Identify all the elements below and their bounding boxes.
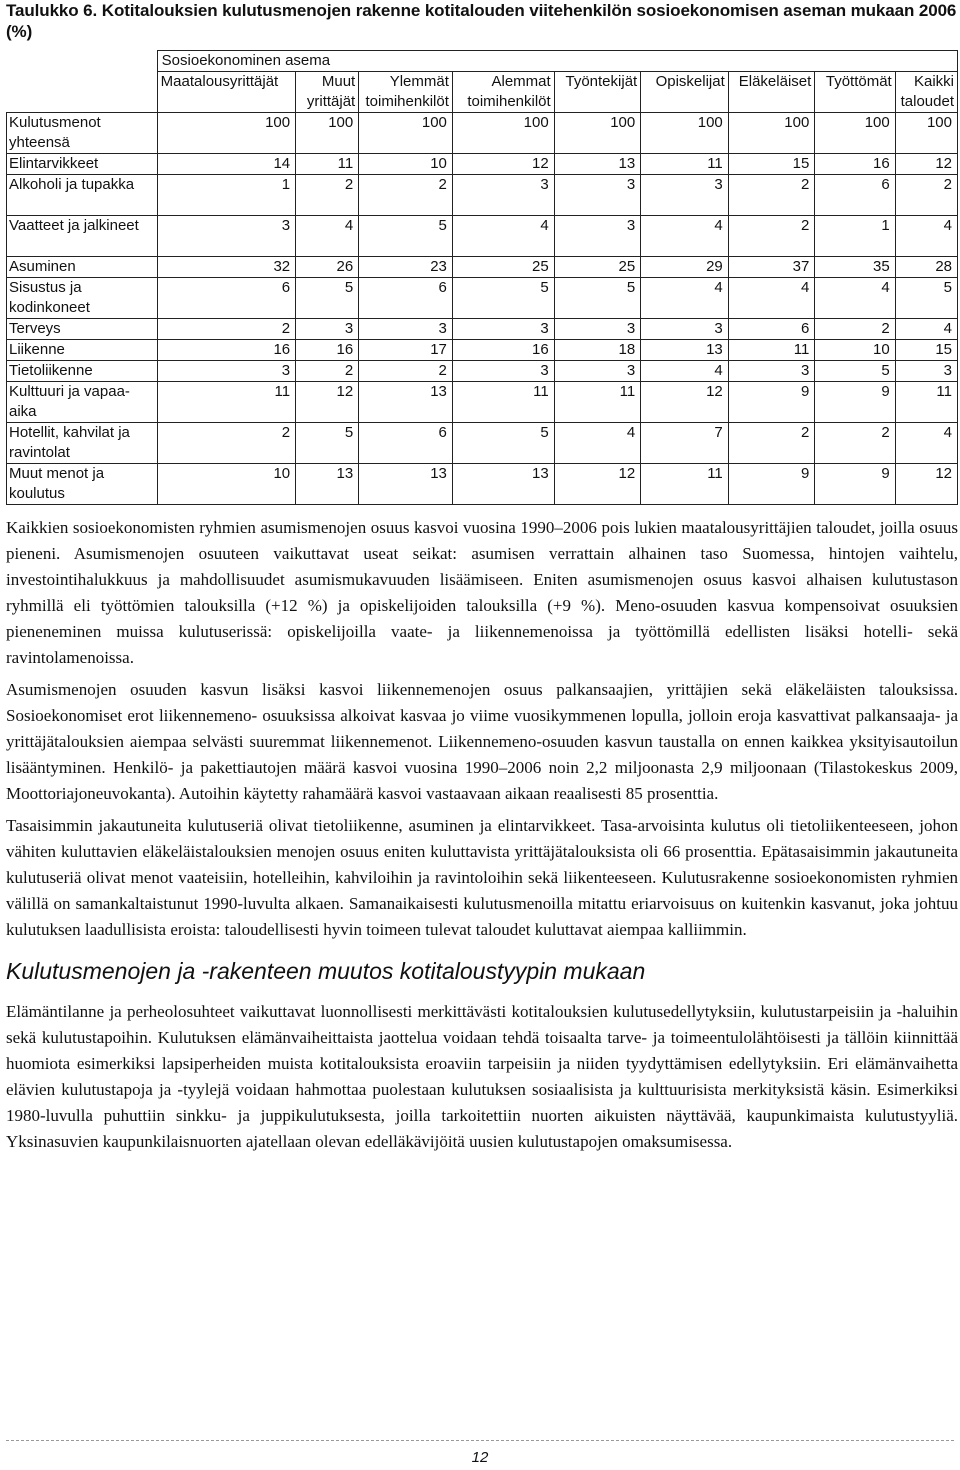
table-cell: 11 <box>895 382 957 423</box>
column-header: Työttömät <box>815 72 895 113</box>
table-cell: 100 <box>452 113 554 154</box>
table-cell: 2 <box>895 175 957 216</box>
row-label: Kulutusmenot yhteensä <box>7 113 158 154</box>
table-cell: 6 <box>157 278 295 319</box>
column-header-row <box>7 72 958 113</box>
table-cell: 11 <box>728 340 815 361</box>
table-cell: 12 <box>895 154 957 175</box>
table-cell: 13 <box>359 382 453 423</box>
table-cell: 11 <box>554 382 641 423</box>
table-cell: 3 <box>359 319 453 340</box>
row-label: Alkoholi ja tupakka <box>7 175 158 216</box>
table-row <box>7 278 958 319</box>
table-cell: 4 <box>895 216 957 257</box>
table-cell: 100 <box>157 113 295 154</box>
table-cell: 4 <box>895 423 957 464</box>
table-cell: 1 <box>157 175 295 216</box>
table-cell: 5 <box>554 278 641 319</box>
table-cell: 10 <box>359 154 453 175</box>
table-cell: 13 <box>296 464 359 505</box>
table-cell: 14 <box>157 154 295 175</box>
table-cell: 3 <box>157 216 295 257</box>
expenditure-table <box>6 50 958 505</box>
table-cell: 6 <box>359 423 453 464</box>
table-cell: 32 <box>157 257 295 278</box>
table-cell: 3 <box>554 319 641 340</box>
table-cell: 12 <box>452 154 554 175</box>
table-cell: 11 <box>296 154 359 175</box>
table-cell: 11 <box>157 382 295 423</box>
table-cell: 11 <box>452 382 554 423</box>
section-heading: Kulutusmenojen ja -rakenteen muutos kotitaloustyypin mukaan <box>6 958 646 984</box>
column-header: Työntekijät <box>554 72 641 113</box>
table-cell: 25 <box>452 257 554 278</box>
row-label: Tietoliikenne <box>7 361 158 382</box>
table-cell: 7 <box>641 423 729 464</box>
page-number: 12 <box>471 1449 489 1466</box>
column-header: Kaikki taloudet <box>895 72 957 113</box>
table-cell: 2 <box>728 216 815 257</box>
table-caption: Taulukko 6. Kotitalouksien kulutusmenojen rakenne kotitalouden viitehenkilön sosioekonomisen aseman mukaan 2006 (%) <box>6 1 957 41</box>
table-cell: 4 <box>641 216 729 257</box>
table-cell: 11 <box>641 464 729 505</box>
table-cell: 3 <box>554 175 641 216</box>
table-cell: 9 <box>815 464 895 505</box>
row-label: Sisustus ja kodinkoneet <box>7 278 158 319</box>
section-body-text <box>6 999 958 1155</box>
table-cell: 29 <box>641 257 729 278</box>
table-cell: 3 <box>452 175 554 216</box>
table-cell: 16 <box>157 340 295 361</box>
paragraph: Elämäntilanne ja perheolosuhteet vaikuttavat luonnollisesti merkittävästi kotitalouksien kulutusedellytyksiin, kulutustarpeisiin ja -haluihin sekä kulutustapoihin. Kulutuksen elämänvaiheittaista jaottelua voidaan tehdä toisaalta tarve- ja toimeentulolähtöisesti ja tällöin kiinnittää huomiota esimerkiksi lapsiperheiden muista kotitalouksista eroaviin tarpeisiin ja niiden tyydyttämisen edellytyksiin. Eri elämänvaihetta elävien kulutustapoja ja -tyylejä voidaan hahmottaa puolestaan kulutuksen sosiaalisista ja kulttuurisista merkityksistä käsin. Esimerkiksi 1980-luvulla puhuttiin sinkku- ja juppikulutuksesta, joilla tarkoitettiin nuorten aikuisten näyttävää, kaupunkimaista kulutustyyliä. Yksinasuvien kaupunkilaisnuorten ajatellaan olevan edelläkävijöitä uusien kulutustapojen omaksumisessa. <box>6 1002 958 1151</box>
table-row <box>7 113 958 154</box>
table-cell: 4 <box>641 278 729 319</box>
body-text <box>6 515 958 943</box>
table-corner-cell <box>7 72 158 113</box>
table-cell: 3 <box>641 319 729 340</box>
column-header: Alemmat toimihenkilöt <box>452 72 554 113</box>
table-cell: 13 <box>359 464 453 505</box>
table-cell: 100 <box>728 113 815 154</box>
table-cell: 100 <box>815 113 895 154</box>
column-header: Muut yrittäjät <box>296 72 359 113</box>
table-cell: 12 <box>554 464 641 505</box>
row-label: Terveys <box>7 319 158 340</box>
table-cell: 2 <box>296 175 359 216</box>
row-label: Liikenne <box>7 340 158 361</box>
table-cell: 4 <box>296 216 359 257</box>
table-cell: 4 <box>641 361 729 382</box>
table-cell: 100 <box>554 113 641 154</box>
table-cell: 16 <box>296 340 359 361</box>
table-cell: 5 <box>452 423 554 464</box>
table-cell: 15 <box>895 340 957 361</box>
table-cell: 6 <box>359 278 453 319</box>
table-cell: 3 <box>895 361 957 382</box>
table-cell: 100 <box>296 113 359 154</box>
table-cell: 5 <box>296 278 359 319</box>
table-cell: 4 <box>815 278 895 319</box>
row-label: Muut menot ja koulutus <box>7 464 158 505</box>
row-label: Elintarvikkeet <box>7 154 158 175</box>
table-cell: 5 <box>452 278 554 319</box>
table-row <box>7 175 958 216</box>
table-cell: 4 <box>452 216 554 257</box>
table-row <box>7 382 958 423</box>
table-cell: 3 <box>554 216 641 257</box>
table-cell: 2 <box>157 423 295 464</box>
table-cell: 5 <box>815 361 895 382</box>
table-cell: 13 <box>452 464 554 505</box>
table-cell: 11 <box>641 154 729 175</box>
table-cell: 2 <box>815 423 895 464</box>
table-cell: 5 <box>296 423 359 464</box>
group-header: Sosioekonominen asema <box>157 51 957 72</box>
table-cell: 18 <box>554 340 641 361</box>
table-cell: 3 <box>554 361 641 382</box>
column-header: Maatalousyrittäjät <box>157 72 295 113</box>
table-row <box>7 154 958 175</box>
table-cell: 9 <box>815 382 895 423</box>
table-cell: 25 <box>554 257 641 278</box>
table-cell: 23 <box>359 257 453 278</box>
page-footer <box>6 1440 954 1466</box>
table-cell: 2 <box>815 319 895 340</box>
table-cell: 9 <box>728 382 815 423</box>
table-cell: 16 <box>452 340 554 361</box>
table-row <box>7 319 958 340</box>
table-cell: 3 <box>641 175 729 216</box>
table-cell: 2 <box>296 361 359 382</box>
table-cell: 13 <box>641 340 729 361</box>
table-cell: 10 <box>815 340 895 361</box>
table-row <box>7 216 958 257</box>
table-cell: 2 <box>359 175 453 216</box>
table-cell: 100 <box>359 113 453 154</box>
table-cell: 2 <box>728 423 815 464</box>
table-cell: 4 <box>554 423 641 464</box>
table-cell: 35 <box>815 257 895 278</box>
table-cell: 100 <box>895 113 957 154</box>
table-cell: 17 <box>359 340 453 361</box>
column-header: Ylemmät toimihenkilöt <box>359 72 453 113</box>
table-cell: 5 <box>359 216 453 257</box>
table-cell: 12 <box>641 382 729 423</box>
table-cell: 4 <box>728 278 815 319</box>
table-cell: 3 <box>296 319 359 340</box>
table-cell: 12 <box>895 464 957 505</box>
table-cell: 2 <box>728 175 815 216</box>
table-cell: 6 <box>728 319 815 340</box>
column-header: Eläkeläiset <box>728 72 815 113</box>
table-cell: 9 <box>728 464 815 505</box>
table-cell: 12 <box>296 382 359 423</box>
paragraph: Kaikkien sosioekonomisten ryhmien asumismenojen osuus kasvoi vuosina 1990–2006 pois lukien maatalousyrittäjien taloudet, joilla osuus pieneni. Asumismenojen osuuteen vaikuttavat useat seikat: asumisen verrattain alhainen taso Suomessa, hintojen vaihtelu, investointihalukkuus ja mahdollisuudet asumismukavuuden lisäämiseen. Eniten asumismenojen osuus kasvoi alhaisen kulutustason ryhmillä eli työttömien talouksilla (+12 %) ja opiskelijoiden talouksilla (+9 %). Meno-osuuden kasvua kompensoivat osuuksien pieneneminen muissa kulutuserissä: opiskelijoilla vaate- ja liikennemenoissa ja työttömillä edellisten lisäksi hotelli- sekä ravintolamenoissa. <box>6 518 958 667</box>
table-cell: 16 <box>815 154 895 175</box>
table-cell: 1 <box>815 216 895 257</box>
table-cell: 28 <box>895 257 957 278</box>
document-page <box>6 0 958 1161</box>
table-cell: 4 <box>895 319 957 340</box>
row-label: Vaatteet ja jalkineet <box>7 216 158 257</box>
table-cell: 2 <box>359 361 453 382</box>
table-cell: 37 <box>728 257 815 278</box>
table-cell: 6 <box>815 175 895 216</box>
column-header: Opiskelijat <box>641 72 729 113</box>
table-row <box>7 340 958 361</box>
table-row <box>7 423 958 464</box>
table-cell: 3 <box>157 361 295 382</box>
table-row <box>7 464 958 505</box>
table-row <box>7 361 958 382</box>
table-cell: 3 <box>452 319 554 340</box>
paragraph: Tasaisimmin jakautuneita kulutuseriä olivat tietoliikenne, asuminen ja elintarvikkeet. Tasa-arvoisinta kulutus oli tietoliikenteeseen, johon vähiten kuluttavien eläkeläistalouksien menojen osuus eniten kuluttavista yrittäjätalouksista oli 66 prosenttia. Epätasaisimmin jakautuneita kulutuseriä olivat menot vaateisiin, hotelleihin, kahviloihin ja ravintoloihin sekä liikenteeseen. Kulutusrakenne sosioekonomisten ryhmien välillä on samankaltaistunut 1990-luvulta alkaen. Samanaikaisesti kulutusmenoilla mitattu eriarvoisuus on kuitenkin kasvanut, joka johtuu kulutuksen laadullisista eroista: taloudellisesti hyvin toimeen tulevat taloudet kuluttavat aiempaa kalliimmin. <box>6 816 958 939</box>
paragraph: Asumismenojen osuuden kasvun lisäksi kasvoi liikennemenojen osuus palkansaajien, yrittäjien sekä eläkeläisten talouksissa. Sosioekonomiset erot liikennemeno- osuuksissa alkoivat kasvaa jo viime vuosikymmenen lopulla, jolloin eroja kasvattivat palkansaaja- ja yrittäjätalouksien aiempaa selvästi suuremmat liikennemenot. Liikennemeno-osuuden kasvun taustalla on ennen kaikkea yksityisautoilun lisääntyminen. Henkilö- ja pakettiautojen määrä kasvoi vuosina 1990–2006 noin 2,2 miljoonasta 2,9 miljoonaan (Tilastokeskus 2009, Moottoriajoneuvokanta). Autoihin käytetty rahamäärä kasvoi vastaavaan aikaan reaalisesti 85 prosenttia. <box>6 680 958 803</box>
table-cell: 10 <box>157 464 295 505</box>
table-cell: 3 <box>728 361 815 382</box>
row-label: Kulttuuri ja vapaa-aika <box>7 382 158 423</box>
table-cell: 2 <box>157 319 295 340</box>
row-label: Asuminen <box>7 257 158 278</box>
table-cell: 3 <box>452 361 554 382</box>
table-cell: 15 <box>728 154 815 175</box>
table-cell: 13 <box>554 154 641 175</box>
table-cell: 26 <box>296 257 359 278</box>
table-corner-cell <box>7 51 158 72</box>
table-cell: 100 <box>641 113 729 154</box>
table-row <box>7 257 958 278</box>
row-label: Hotellit, kahvilat ja ravintolat <box>7 423 158 464</box>
table-cell: 5 <box>895 278 957 319</box>
